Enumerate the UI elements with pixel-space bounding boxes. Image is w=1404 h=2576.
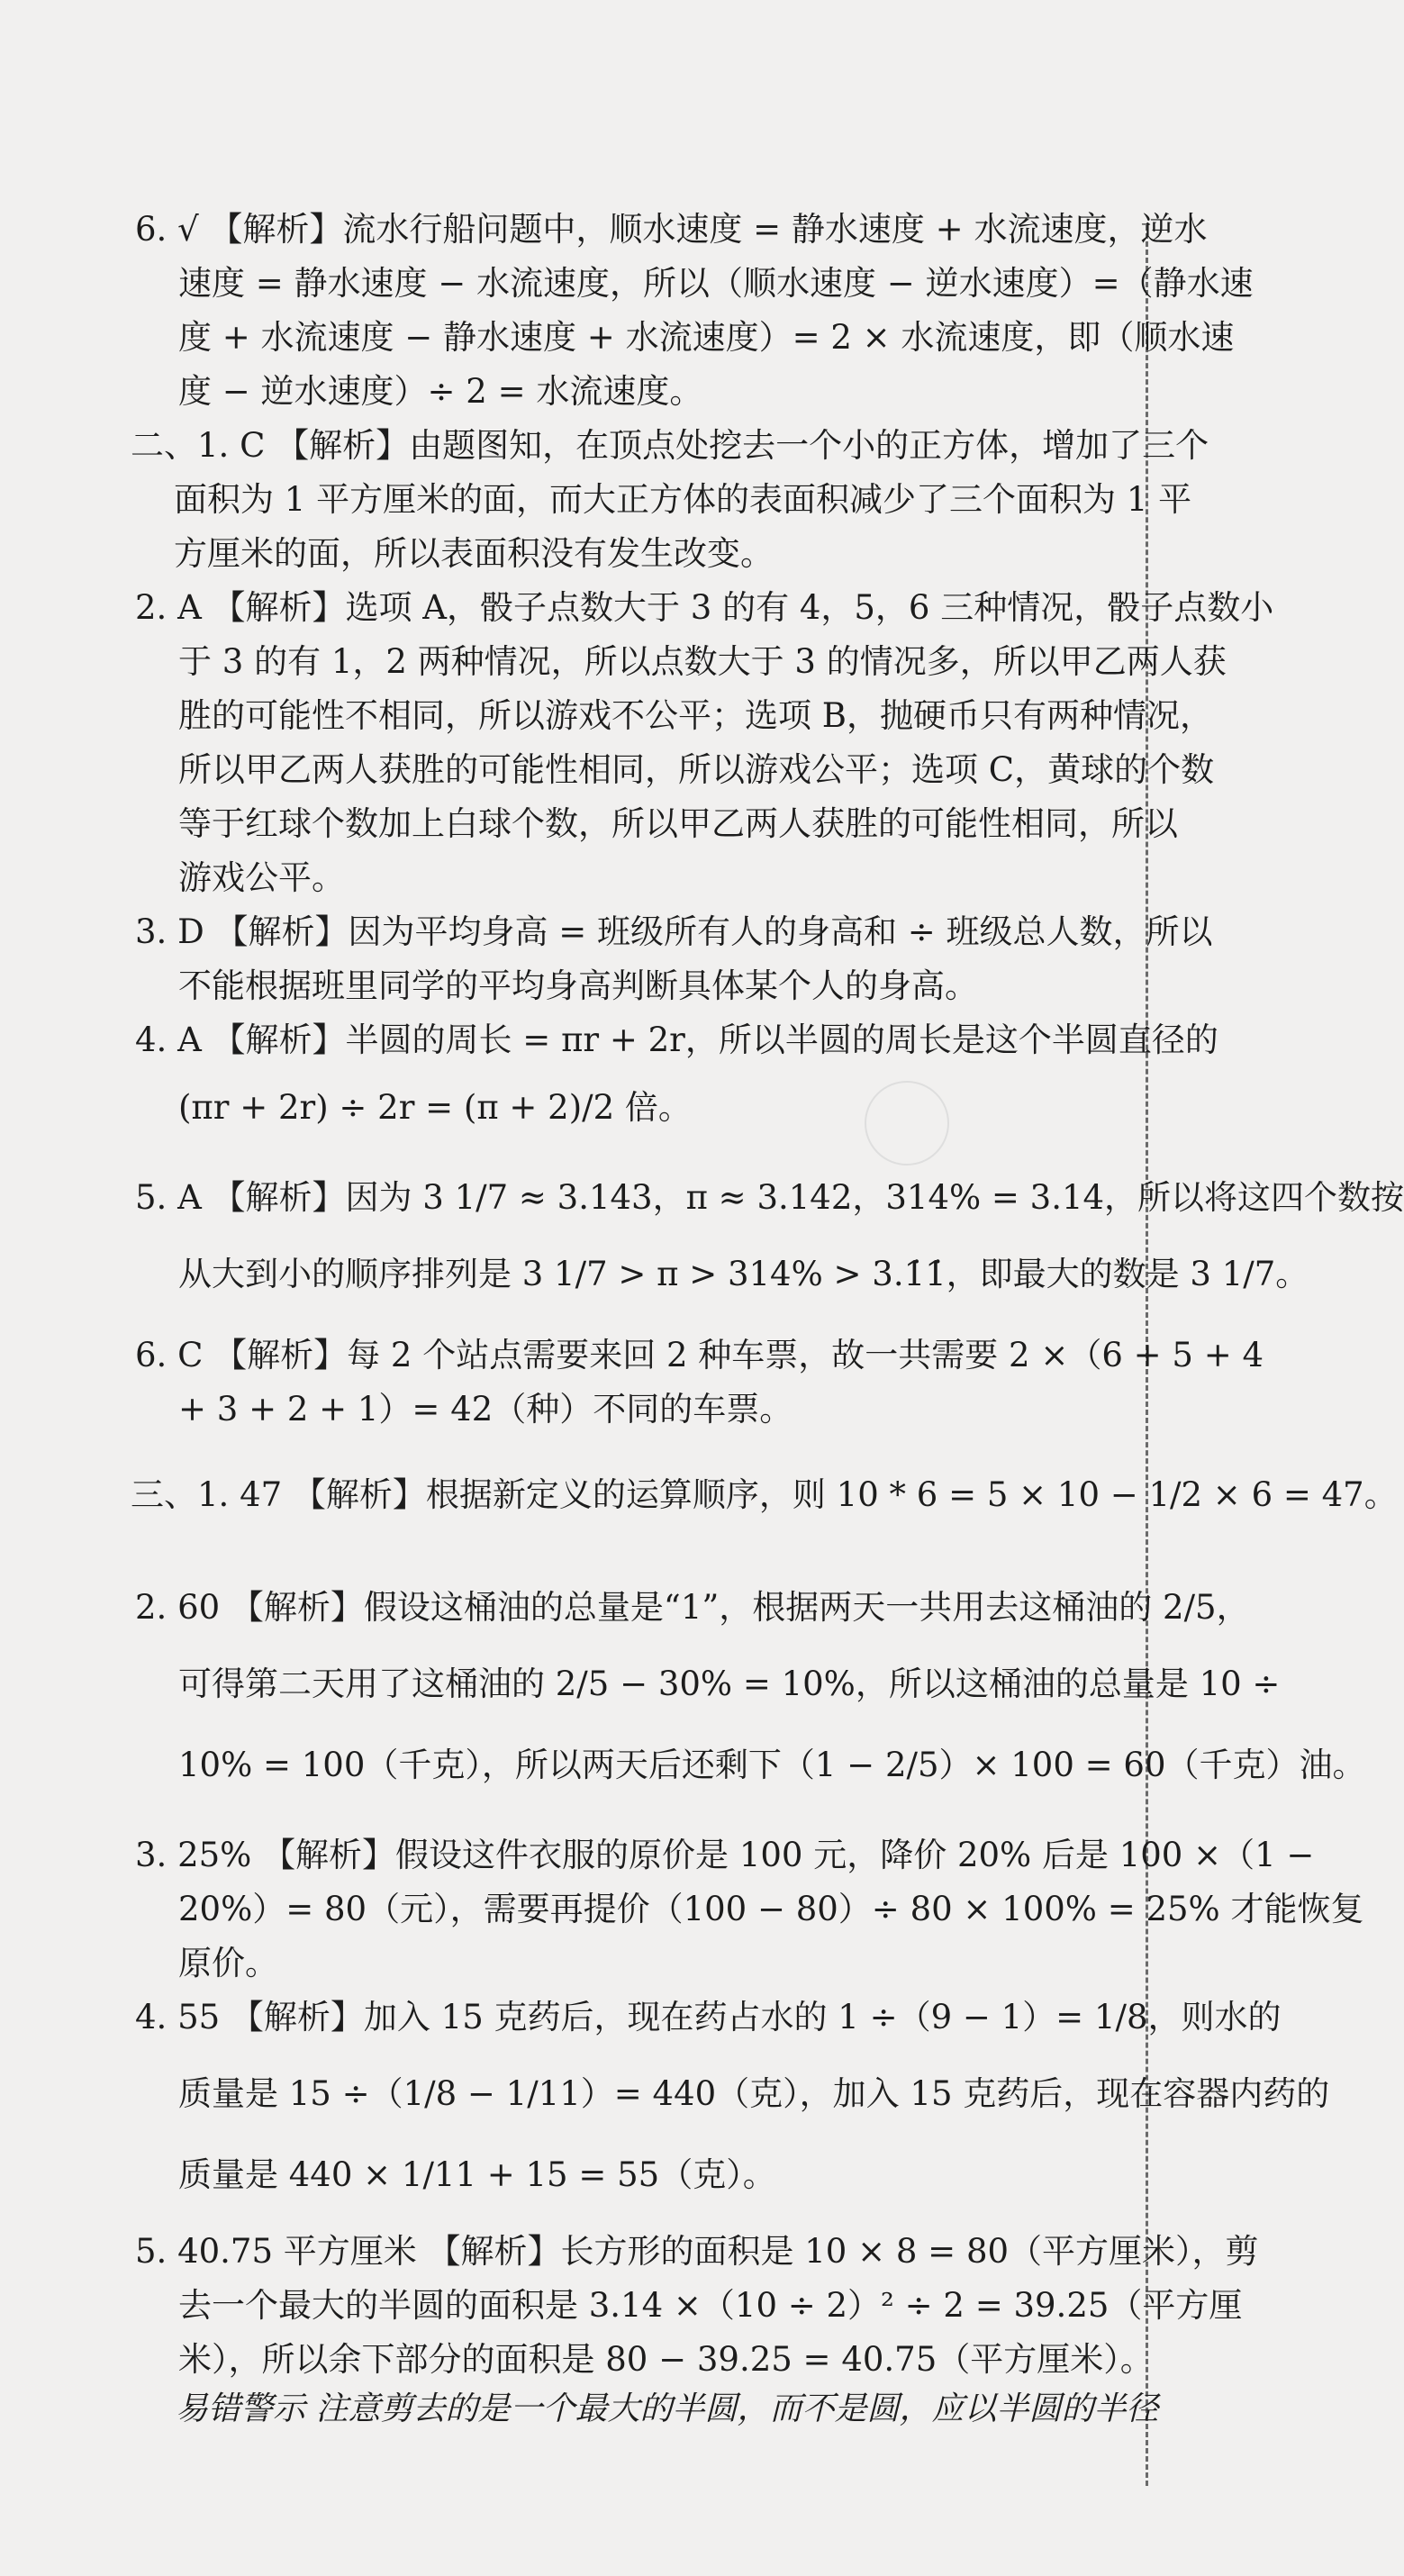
answer-3-3 [135,1828,1364,1991]
text-line: 等于红球个数加上白球个数，所以甲乙两人获胜的可能性相同，所以 [178,804,1178,843]
text-line: 3. D 【解析】因为平均身高 = 班级所有人的身高和 ÷ 班级总人数，所以 [135,912,1213,951]
text-line: 度 − 逆水速度）÷ 2 = 水流速度。 [178,372,703,411]
answer-2-4 [135,1013,1218,1148]
text-line: 米），所以余下部分的面积是 80 − 39.25 = 40.75（平方厘米）。 [178,2340,1154,2379]
text-line: 4. A 【解析】半圆的周长 = πr + 2r，所以半圆的周长是这个半圆直径的 [135,1020,1218,1059]
text-line: 所以甲乙两人获胜的可能性相同，所以游戏公平；选项 C，黄球的个数 [178,750,1215,789]
text-line: 从大到小的顺序排列是 3 1/7 > π > 314% > 3.1̇1̇，即最大的数是 3 1/7。 [178,1255,1309,1293]
text-line: + 3 + 2 + 1）= 42（种）不同的车票。 [178,1390,793,1429]
answer-2-2 [135,581,1274,905]
text-line: 20%）= 80（元），需要再提价（100 − 80）÷ 80 × 100% = 25% 才能恢复 [178,1890,1364,1928]
answer-3-4 [135,1982,1330,2216]
text-line: 质量是 15 ÷（1/8 − 1/11）= 440（克），加入 15 克药后，现在容器内药的 [178,2074,1330,2113]
answer-2-1 [131,419,1209,581]
text-line: (πr + 2r) ÷ 2r = (π + 2)/2 倍。 [178,1088,692,1127]
text-line: 原价。 [178,1944,278,1982]
text-line: 度 + 水流速度 − 静水速度 + 水流速度）= 2 × 水流速度，即（顺水速 [178,318,1235,357]
text-line: 10% = 100（千克），所以两天后还剩下（1 − 2/5）× 100 = 60（千克）油。 [178,1746,1366,1784]
answer-2-6 [135,1329,1264,1437]
answer-2-3 [135,905,1213,1013]
text-line: 质量是 440 × 1/11 + 15 = 55（克）。 [178,2155,776,2194]
error-warning-note [176,2387,1166,2432]
text-line: 于 3 的有 1，2 两种情况，所以点数大于 3 的情况多，所以甲乙两人获 [178,642,1227,681]
text-line: 胜的可能性不相同，所以游戏不公平；选项 B，抛硬币只有两种情况， [178,696,1213,735]
text-line: 6. C 【解析】每 2 个站点需要来回 2 种车票，故一共需要 2 ×（6 + 5 + 4 [135,1336,1264,1374]
text-line: 方厘米的面，所以表面积没有发生改变。 [174,534,774,573]
text-line: 二、1. C 【解析】由题图知，在顶点处挖去一个小的正方体，增加了三个 [131,426,1209,465]
text-line: 3. 25% 【解析】假设这件衣服的原价是 100 元，降价 20% 后是 100 ×（1 − [135,1836,1315,1874]
text-line: 去一个最大的半圆的面积是 3.14 ×（10 ÷ 2）² ÷ 2 = 39.25（平方厘 [178,2286,1243,2325]
text-line: 4. 55 【解析】加入 15 克药后，现在药占水的 1 ÷（9 − 1）= 1/8，则水的 [135,1998,1282,2036]
text-line: 可得第二天用了这桶油的 2/5 − 30% = 10%，所以这桶油的总量是 10 ÷ [178,1664,1281,1703]
answer-3-5 [135,2225,1259,2387]
text-line: 2. 60 【解析】假设这桶油的总量是“1”，根据两天一共用去这桶油的 2/5， [135,1588,1250,1627]
text-line: 5. A 【解析】因为 3 1/7 ≈ 3.143，π ≈ 3.142，314% = 3.14，所以将这四个数按 [135,1178,1404,1217]
text-line: 游戏公平。 [178,858,345,897]
text-line: 5. 40.75 平方厘米 【解析】长方形的面积是 10 × 8 = 80（平方厘米），剪 [135,2232,1259,2271]
text-line: 不能根据班里同学的平均身高判断具体某个人的身高。 [178,966,978,1005]
text-line: 三、1. 47 【解析】根据新定义的运算顺序，则 10 * 6 = 5 × 10 − 1/2 × 6 = 47。 [131,1475,1398,1514]
warning-line: 易错警示 注意剪去的是一个最大的半圆，而不是圆，应以半圆的半径 [176,2390,1159,2427]
answer-1-6 [135,203,1254,419]
answer-3-2 [135,1572,1366,1806]
text-line: 2. A 【解析】选项 A，骰子点数大于 3 的有 4，5，6 三种情况，骰子点数小 [135,588,1274,627]
text-line: 面积为 1 平方厘米的面，而大正方体的表面积减少了三个面积为 1 平 [174,480,1192,519]
answer-3-1 [131,1459,1398,1531]
text-line: 速度 = 静水速度 − 水流速度，所以（顺水速度 − 逆水速度）=（静水速 [178,264,1254,303]
answer-2-5 [135,1162,1404,1315]
text-line: 6. √ 【解析】流水行船问题中，顺水速度 = 静水速度 + 水流速度，逆水 [135,210,1208,249]
